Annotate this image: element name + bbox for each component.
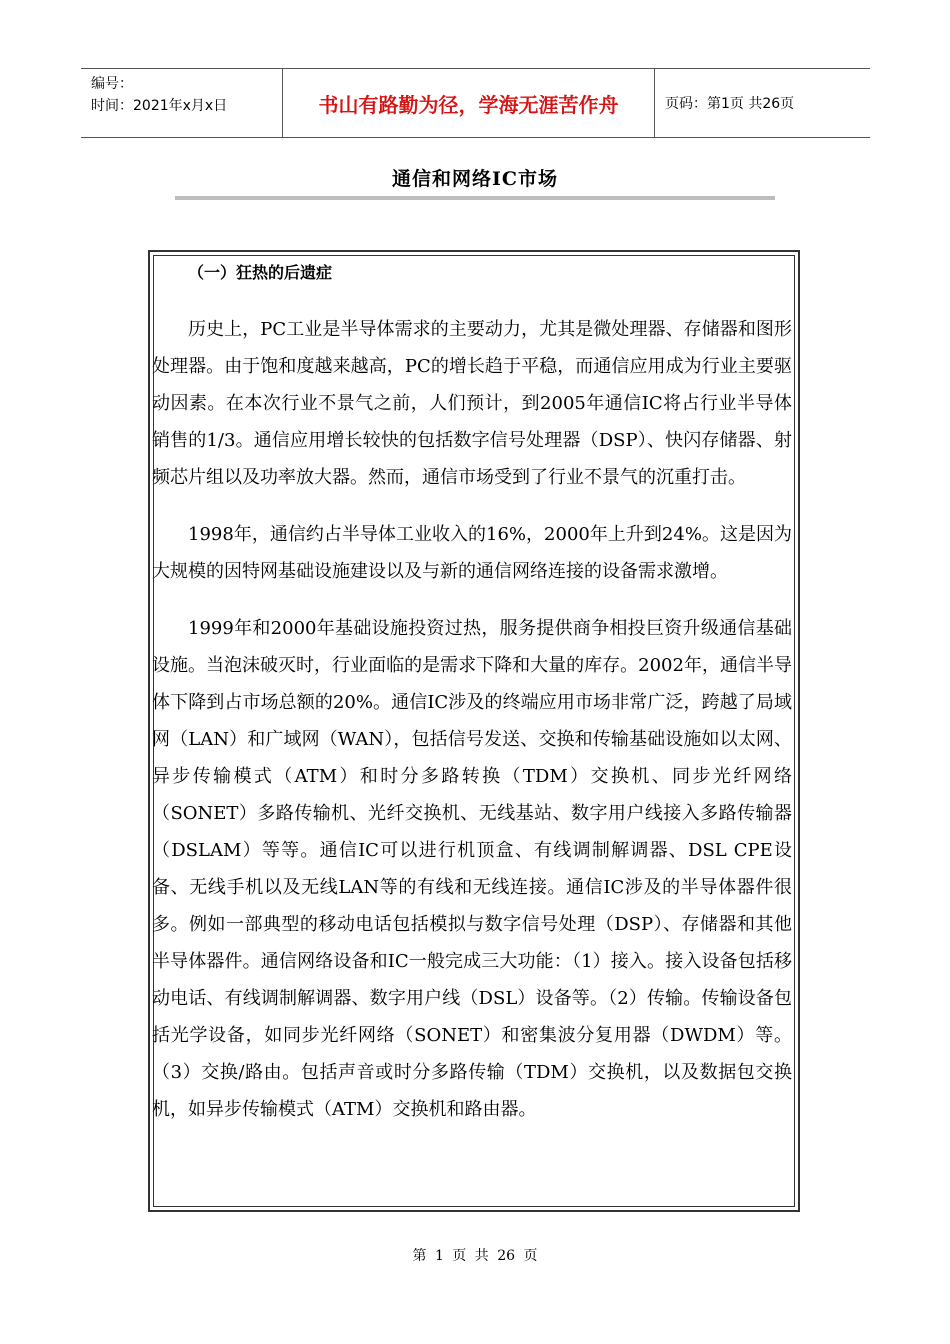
paragraph-2: 1998年，通信约占半导体工业收入的16%，2000年上升到24%。这是因为大规模的因特网基础设施建设以及与新的通信网络连接的设备需求激增。	[152, 524, 792, 582]
doc-date: 时间：2021年x月x日	[91, 98, 228, 114]
doc-number-label: 编号：	[91, 76, 133, 92]
header-motto: 书山有路勤为径，学海无涯苦作舟	[282, 69, 655, 137]
header-page-info: 页码：第1页 共26页	[665, 96, 795, 112]
header-meta	[81, 69, 282, 137]
document-title: 通信和网络IC市场	[391, 168, 558, 190]
page-header	[81, 68, 870, 138]
title-divider	[175, 196, 775, 200]
section-title: （一）狂热的后遗症	[188, 263, 333, 282]
document-body	[152, 256, 792, 1148]
paragraph-3: 1999年和2000年基础设施投资过热，服务提供商争相投巨资升级通信基础设施。当泡沫破灭时，行业面临的是需求下降和大量的库存。2002年，通信半导体下降到占市场总额的20%。通信IC涉及的终端应用市场非常广泛，跨越了局域网（LAN）和广域网（WAN），包括信号发送、交换和传输基础设施如以太网、异步传输模式（ATM）和时分多路转换（TDM）交换机、同步光纤网络（SONET）多路传输机、光纤交换机、无线基站、数字用户线接入多路传输器（DSLAM）等等。通信IC可以进行机顶盒、有线调制解调器、DSL CPE设备、无线手机以及无线LAN等的有线和无线连接。通信IC涉及的半导体器件很多。例如一部典型的移动电话包括模拟与数字信号处理（DSP）、存储器和其他半导体器件。通信网络设备和IC一般完成三大功能：（1）接入。接入设备包括移动电话、有线调制解调器、数字用户线（DSL）设备等。（2）传输。传输设备包括光学设备，如同步光纤网络（SONET）和密集波分复用器（DWDM）等。（3）交换/路由。包括声音或时分多路传输（TDM）交换机，以及数据包交换机，如异步传输模式（ATM）交换机和路由器。	[152, 618, 792, 1120]
paragraph-1: 历史上，PC工业是半导体需求的主要动力，尤其是微处理器、存储器和图形处理器。由于饱和度越来越高，PC的增长趋于平稳，而通信应用成为行业主要驱动因素。在本次行业不景气之前，人们预计，到2005年通信IC将占行业半导体销售的1/3。通信应用增长较快的包括数字信号处理器（DSP）、快闪存储器、射频芯片组以及功率放大器。然而，通信市场受到了行业不景气的沉重打击。	[152, 319, 792, 488]
page-footer: 第 1 页 共 26 页	[412, 1248, 538, 1264]
